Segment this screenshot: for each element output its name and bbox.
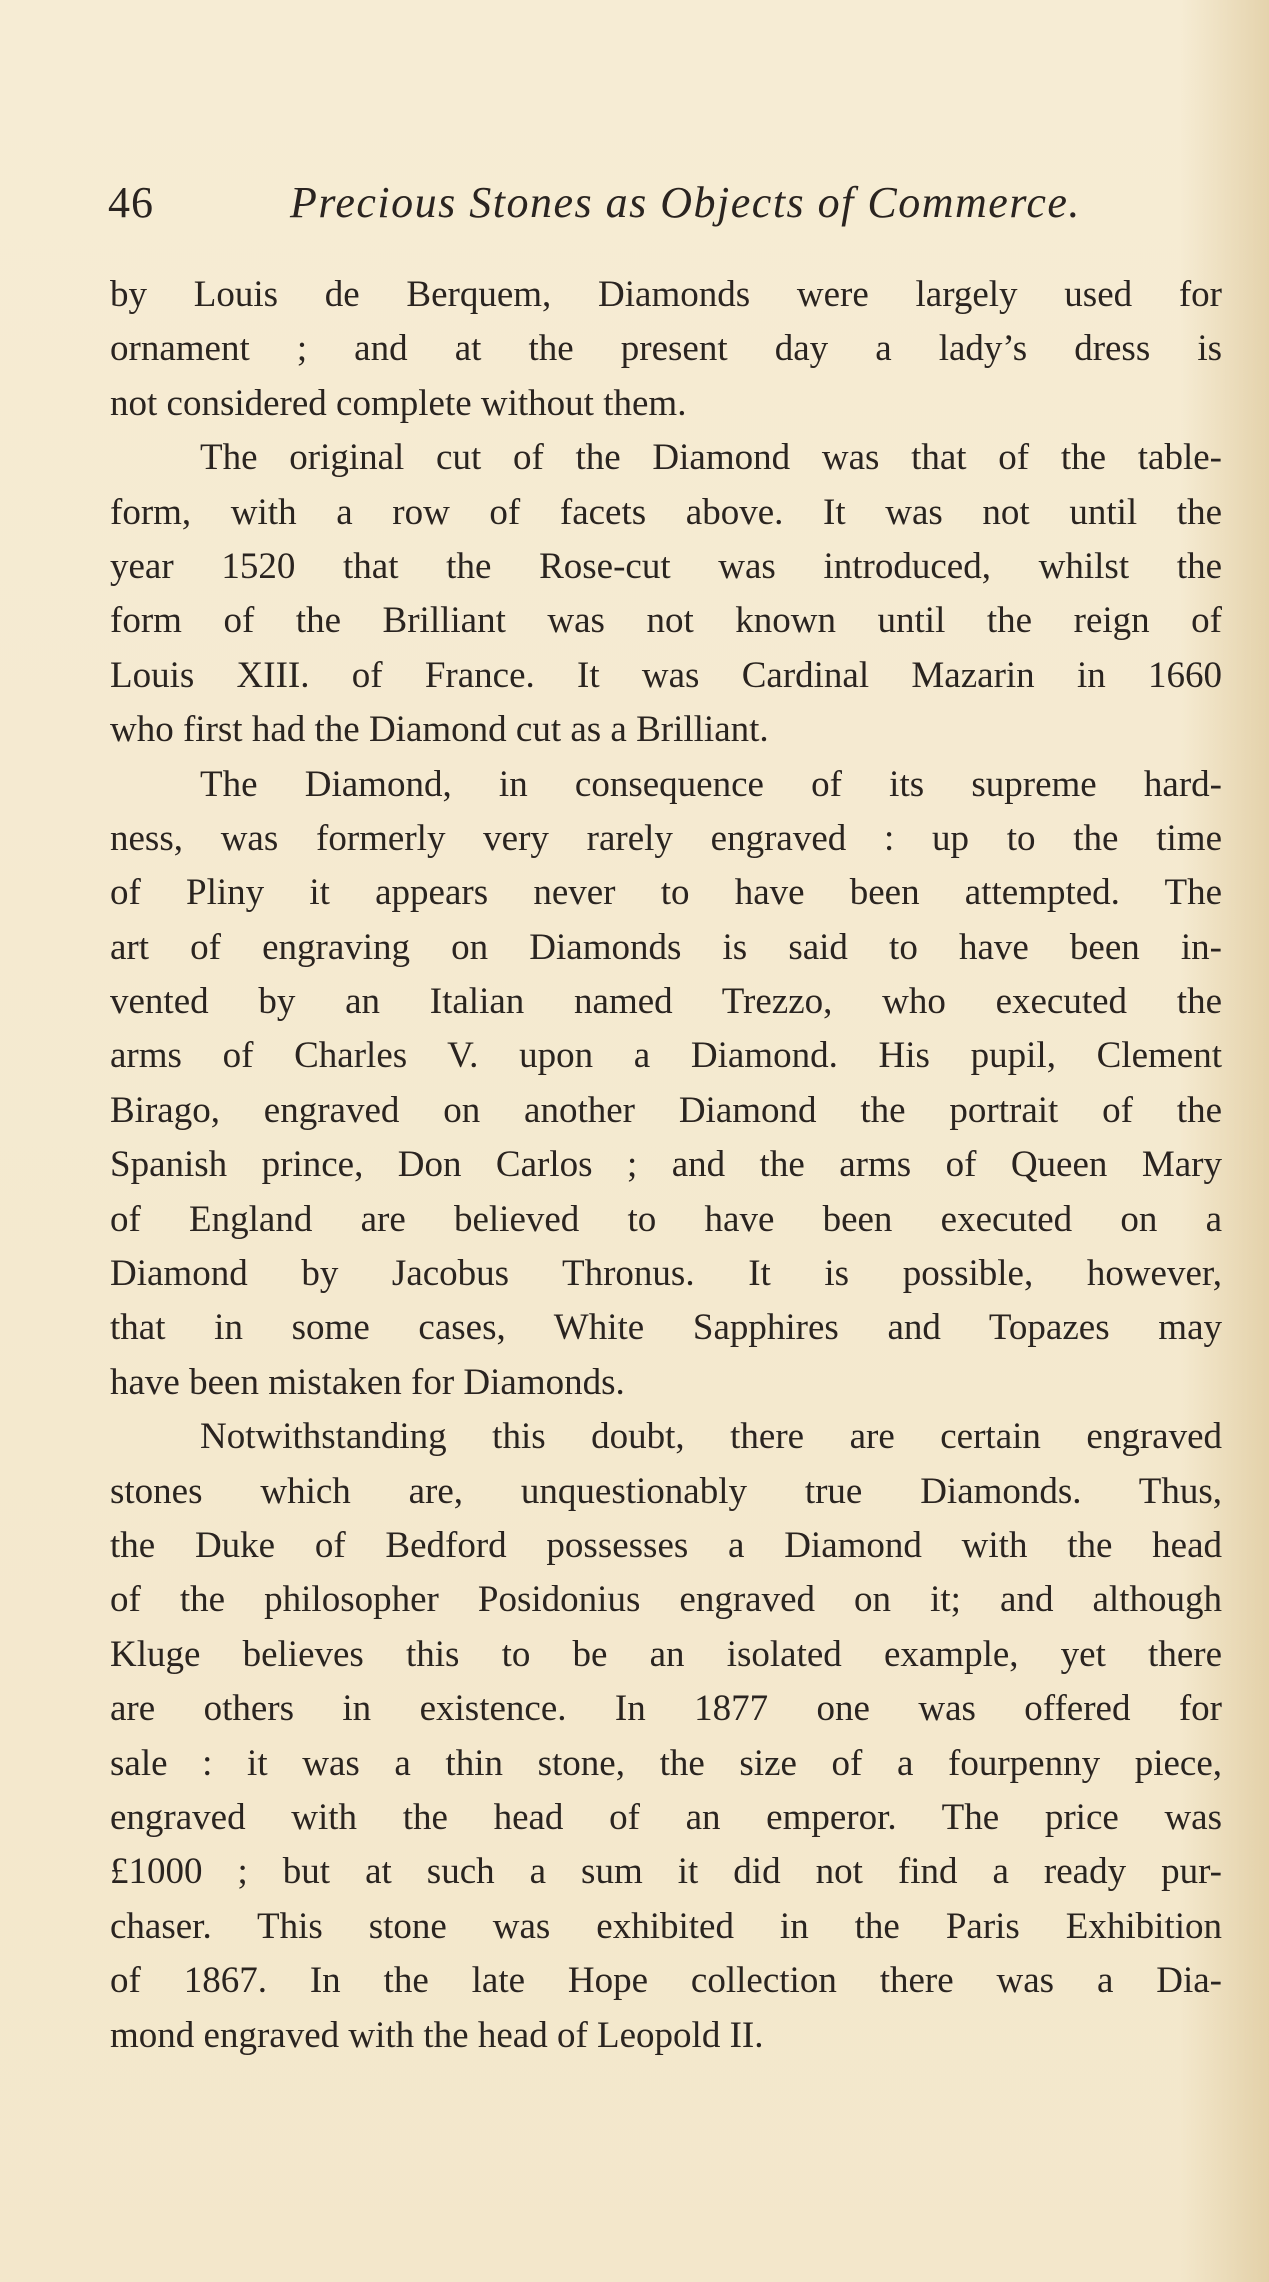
text-line: by Louis de Berquem, Diamonds were largely used for [110,274,1222,315]
text-line: art of engraving on Diamonds is said to have been in- [110,926,1222,968]
text-line: Notwithstanding this doubt, there are certain engraved [200,1416,1222,1458]
text-line: The original cut of the Diamond was that of the table- [200,437,1222,479]
text-line: Kluge believes this to be an isolated example, yet there [110,1633,1222,1675]
text-line: engraved with the head of an emperor. The price was [110,1796,1222,1838]
paragraph [110,268,1222,431]
text-line: are others in existence. In 1877 one was offered for [110,1688,1222,1730]
text-line: that in some cases, White Sapphires and Topazes may [110,1307,1222,1349]
text-line: form, with a row of facets above. It was not until the [110,491,1222,533]
body-text [110,268,1222,2063]
text-line: Birago, engraved on another Diamond the portrait of the [110,1089,1222,1131]
text-line: of England are believed to have been executed on a [110,1198,1222,1240]
page-number: 46 [108,178,154,227]
paragraph [110,758,1222,1411]
text-line: the Duke of Bedford possesses a Diamond with the head [110,1524,1222,1566]
paragraph [110,1410,1222,2063]
text-line: who first had the Diamond cut as a Brilliant. [110,709,769,751]
text-line: vented by an Italian named Trezzo, who executed the [110,981,1222,1023]
text-line: Spanish prince, Don Carlos ; and the arms of Queen Mary [110,1144,1222,1186]
text-line: mond engraved with the head of Leopold II. [110,2014,764,2056]
text-line: have been mistaken for Diamonds. [110,1361,625,1403]
text-line: arms of Charles V. upon a Diamond. His pupil, Clement [110,1035,1222,1077]
text-line: not considered complete without them. [110,382,687,424]
text-line: ness, was formerly very rarely engraved : up to the time [110,817,1222,859]
text-line: year 1520 that the Rose-cut was introduced, whilst the [110,545,1222,587]
text-line: stones which are, unquestionably true Diamonds. Thus, [110,1470,1222,1512]
page-header [108,168,1158,238]
running-title: Precious Stones as Objects of Commerce. [290,178,1081,227]
text-line: Diamond by Jacobus Thronus. It is possible, however, [110,1253,1222,1295]
text-line: of the philosopher Posidonius engraved on it; and although [110,1579,1222,1621]
text-line: chaser. This stone was exhibited in the Paris Exhibition [110,1905,1222,1947]
text-line: form of the Brilliant was not known until the reign of [110,600,1222,642]
text-line: of Pliny it appears never to have been attempted. The [110,872,1222,914]
text-line: £1000 ; but at such a sum it did not find a ready pur- [110,1851,1222,1893]
text-line: Louis XIII. of France. It was Cardinal Mazarin in 1660 [110,654,1222,696]
text-line: The Diamond, in consequence of its supreme hard- [200,763,1222,805]
text-line: sale : it was a thin stone, the size of a fourpenny piece, [110,1742,1222,1784]
text-line: of 1867. In the late Hope collection there was a Dia- [110,1960,1222,2002]
text-line: ornament ; and at the present day a lady’s dress is [110,328,1222,370]
paragraph [110,431,1222,757]
